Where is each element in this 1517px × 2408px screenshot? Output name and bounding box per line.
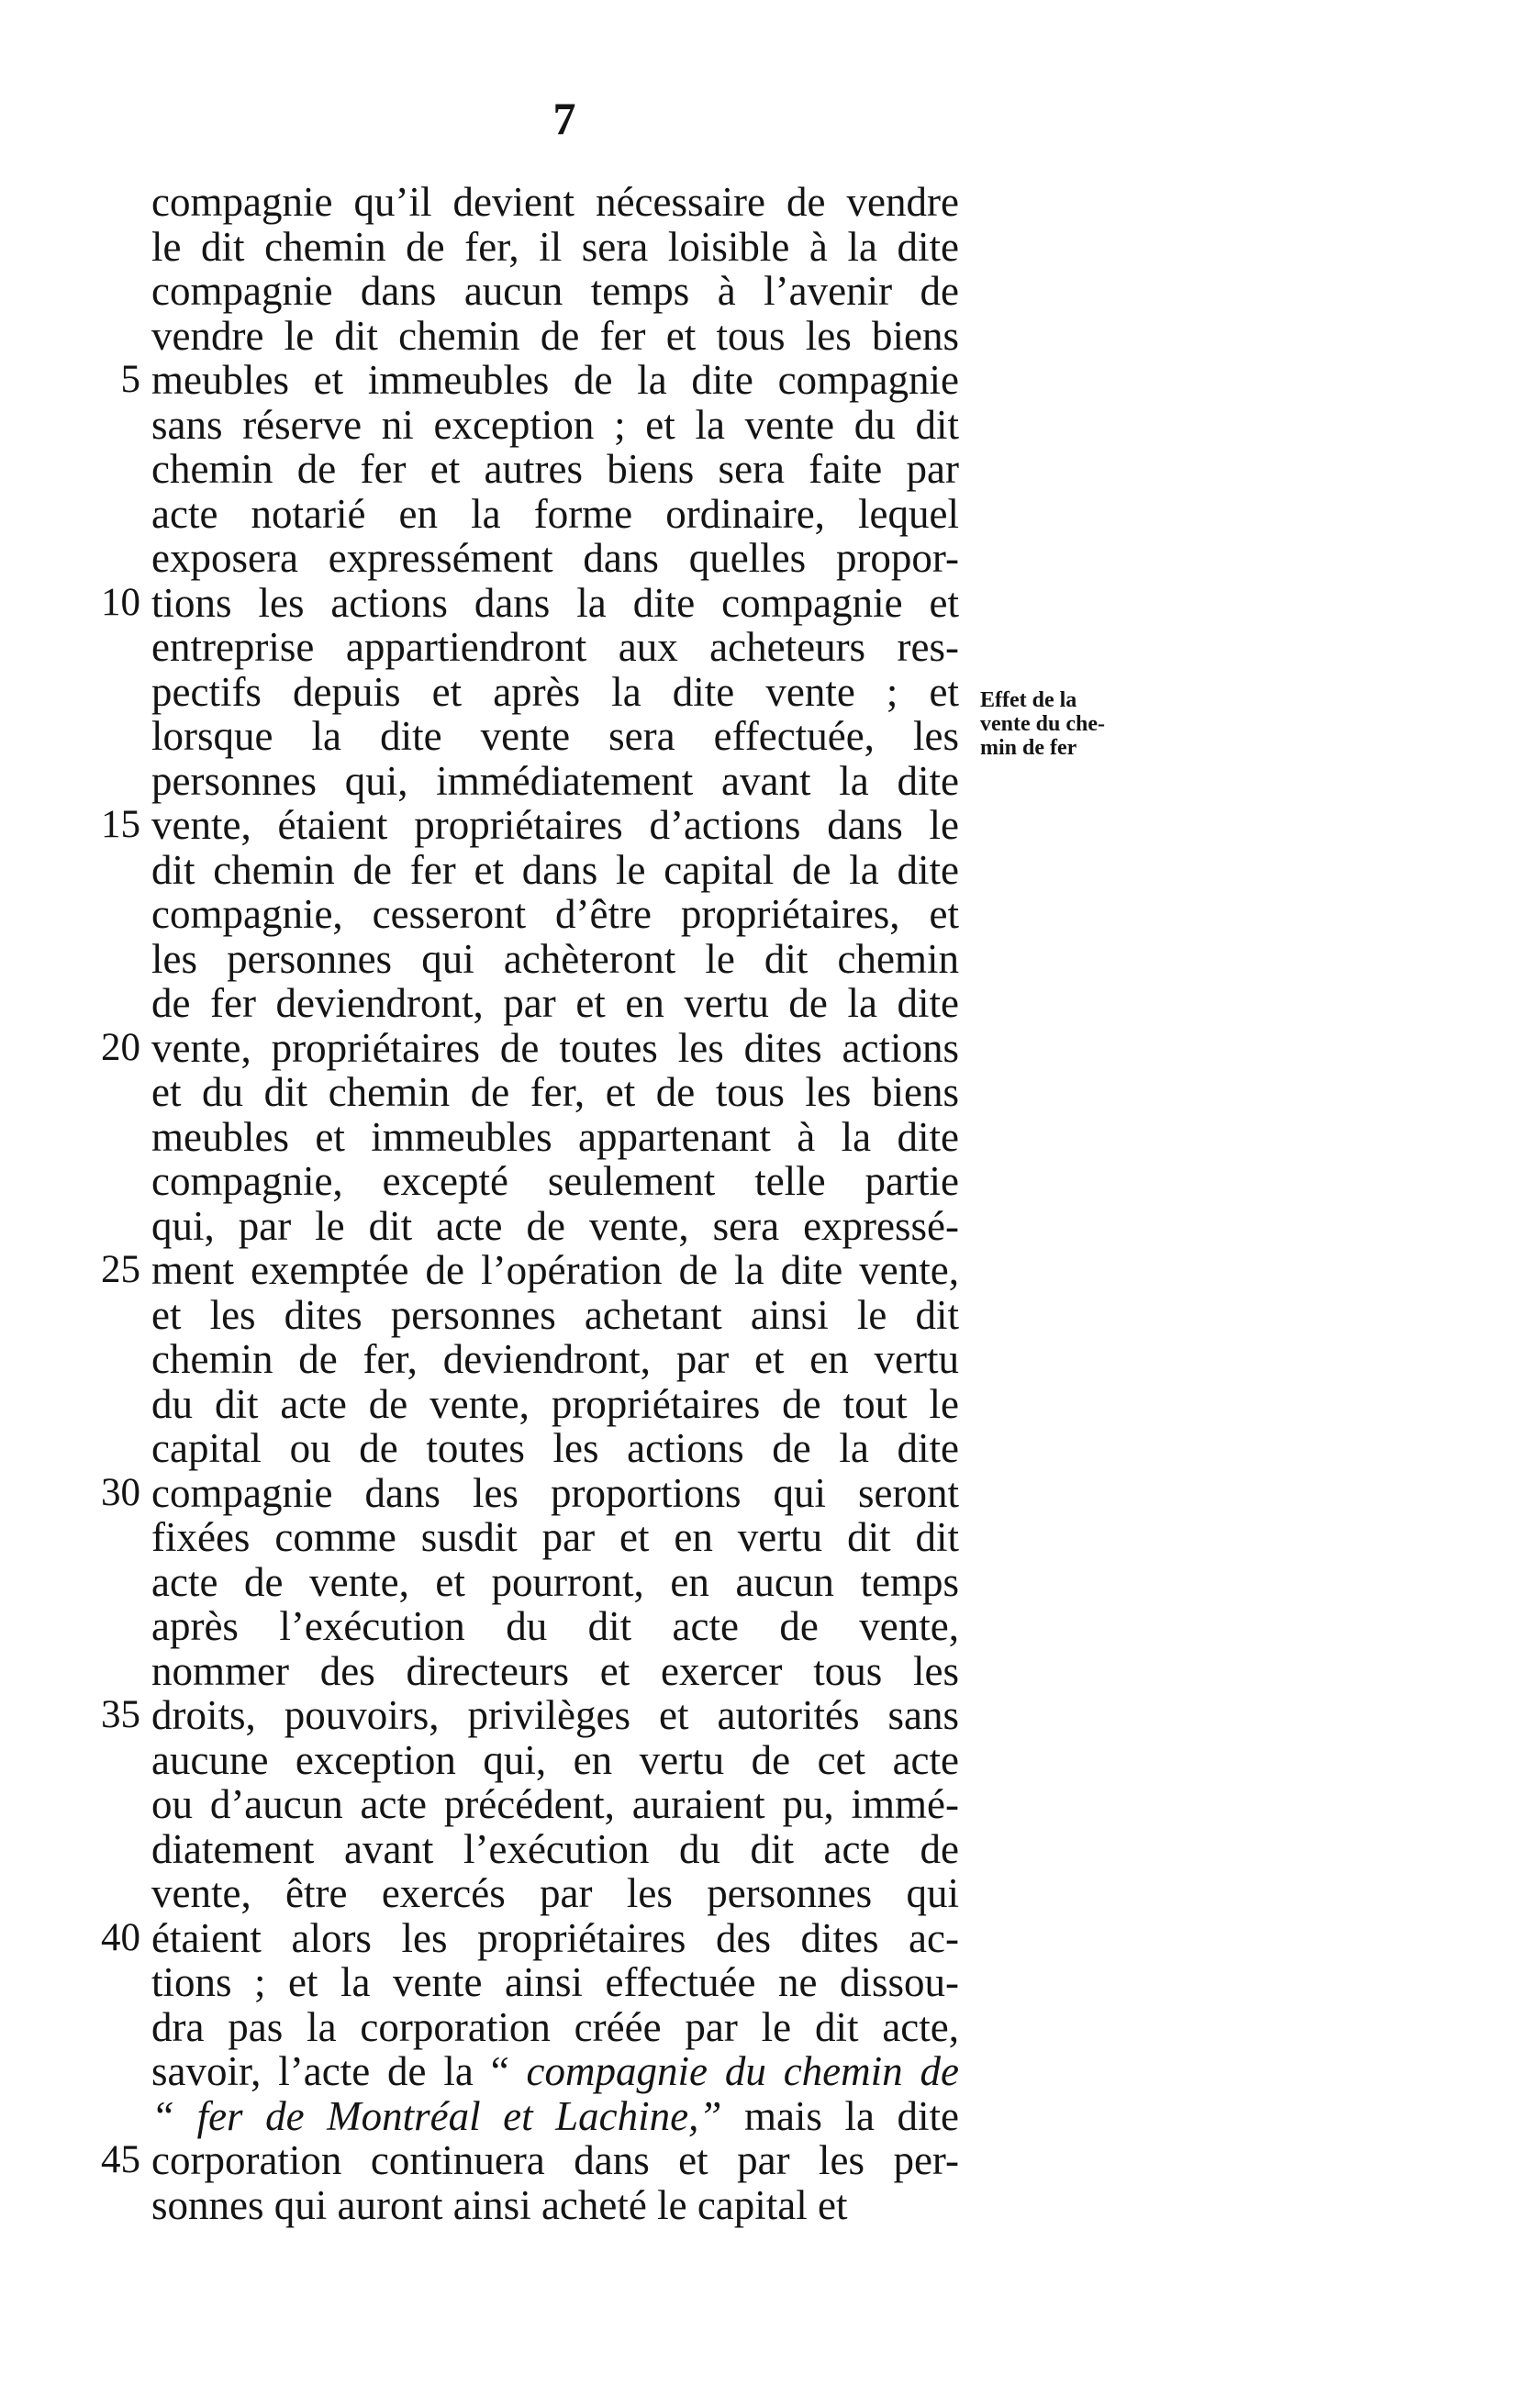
line-text: de fer deviendront, par et en vertu de la dite — [151, 980, 959, 1026]
line-text: sonnes qui auront ainsi acheté le capital et — [151, 2181, 848, 2228]
text-line — [151, 1871, 959, 1916]
line-text: diatement avant l’exécution du dit acte de — [151, 1825, 959, 1872]
text-line — [151, 225, 959, 270]
line-text: ou d’aucun acte précédent, auraient pu, immé- — [151, 1781, 959, 1827]
line-text: chemin de fer, deviendront, par et en vertu — [151, 1336, 959, 1382]
text-line — [101, 1247, 959, 1293]
line-text: compagnie, excepté seulement telle partie — [151, 1158, 959, 1204]
line-text: vente, propriétaires de toutes les dites actions — [151, 1024, 959, 1071]
line-number: 25 — [101, 1248, 140, 1291]
line-text: et les dites personnes achetant ainsi le dit — [151, 1291, 959, 1338]
text-line — [151, 1515, 959, 1560]
line-text: chemin de fer et autres biens sera faite par — [151, 446, 959, 492]
line-text: dit chemin de fer et dans le capital de la dite — [151, 846, 959, 893]
text-line — [151, 1738, 959, 1783]
line-number: 40 — [101, 1915, 140, 1959]
margin-note-line: vente du che- — [980, 712, 1105, 736]
line-text: exposera expressément dans quelles propor- — [151, 535, 959, 581]
text-line — [151, 1070, 959, 1115]
line-text: mais la dite — [721, 2092, 959, 2139]
text-line — [101, 802, 959, 848]
text-line — [151, 892, 959, 937]
line-number: 15 — [101, 803, 140, 846]
text-line — [151, 981, 959, 1026]
text-line — [101, 579, 959, 626]
line-text: capital ou de toutes les actions de la dite — [151, 1425, 959, 1471]
text-line — [151, 536, 959, 581]
line-text: dra pas la corporation créée par le dit acte, — [151, 2003, 959, 2050]
text-line — [151, 447, 959, 492]
line-text: tions les actions dans la dite compagnie et — [151, 579, 959, 626]
line-text: entreprise appartiendront aux acheteurs res- — [151, 624, 959, 670]
text-line — [151, 1159, 959, 1204]
page-number: 7 — [552, 93, 576, 144]
text-line — [151, 937, 959, 982]
line-text: lorsque la dite vente sera effectuée, les — [151, 713, 959, 759]
line-number: 5 — [120, 358, 140, 401]
body-text — [101, 179, 959, 2228]
line-text-italic: compagnie du chemin de — [526, 2048, 959, 2094]
text-line — [151, 180, 959, 225]
line-text: corporation continuera dans et par les per- — [151, 2137, 959, 2183]
text-line — [151, 848, 959, 893]
line-number: 30 — [101, 1470, 140, 1514]
text-line — [151, 1337, 959, 1382]
line-text: qui, par le dit acte de vente, sera expressé- — [151, 1202, 959, 1249]
line-text: nommer des directeurs et exercer tous les — [151, 1647, 959, 1694]
text-line — [151, 1426, 959, 1471]
text-line — [151, 1649, 959, 1694]
text-line — [151, 314, 959, 359]
line-text: ment exemptée de l’opération de la dite vente, — [151, 1247, 959, 1293]
line-text: acte de vente, et pourront, en aucun temps — [151, 1558, 959, 1605]
text-line — [151, 1827, 959, 1872]
text-line — [151, 1115, 959, 1160]
line-text: meubles et immeubles appartenant à la dite — [151, 1113, 959, 1160]
text-line — [151, 1204, 959, 1249]
text-line — [151, 1382, 959, 1427]
line-text: acte notarié en la forme ordinaire, lequel — [151, 490, 959, 537]
text-line — [101, 1024, 959, 1071]
line-text: tions ; et la vente ainsi effectuée ne dissou- — [151, 1959, 959, 2005]
text-line — [151, 403, 959, 448]
line-text: fixées comme susdit par et en vertu dit dit — [151, 1514, 959, 1560]
text-line — [151, 2049, 959, 2094]
text-line — [101, 1692, 959, 1738]
line-text-italic: “ fer de Montréal et Lachine,” — [151, 2092, 722, 2139]
line-text: sans réserve ni exception ; et la vente du dit — [151, 401, 959, 448]
line-text: et du dit chemin de fer, et de tous les biens — [151, 1069, 959, 1115]
line-text: le dit chemin de fer, il sera loisible à la dite — [151, 223, 959, 270]
margin-note — [980, 688, 1164, 760]
text-line — [151, 2183, 959, 2228]
margin-note-line: min de fer — [980, 736, 1077, 760]
text-line — [151, 714, 959, 759]
line-text: du dit acte de vente, propriétaires de tout le — [151, 1380, 959, 1427]
line-text: compagnie dans aucun temps à l’avenir de — [151, 268, 959, 314]
text-line — [151, 269, 959, 314]
line-text: compagnie qu’il devient nécessaire de vendre — [151, 179, 959, 225]
line-text: compagnie, cesseront d’être propriétaires, et — [151, 891, 959, 937]
text-line — [101, 1914, 959, 1961]
line-number: 45 — [101, 2138, 140, 2181]
line-text: vente, être exercés par les personnes qui — [151, 1870, 959, 1916]
margin-note-line: Effet de la — [980, 688, 1077, 712]
line-text: meubles et immeubles de la dite compagnie — [151, 357, 959, 403]
line-text: les personnes qui achèteront le dit chemin — [151, 935, 959, 982]
text-line — [151, 1604, 959, 1649]
text-line — [120, 357, 959, 403]
line-text: personnes qui, immédiatement avant la dite — [151, 757, 959, 804]
line-text: droits, pouvoirs, privilèges et autorités sans — [151, 1692, 959, 1738]
line-number: 20 — [101, 1025, 140, 1069]
text-line — [101, 1469, 959, 1516]
text-line — [151, 759, 959, 804]
line-text: étaient alors les propriétaires des dites ac- — [151, 1914, 959, 1961]
text-line — [151, 625, 959, 670]
line-text: aucune exception qui, en vertu de cet acte — [151, 1736, 959, 1783]
line-number: 35 — [101, 1693, 140, 1736]
text-line — [151, 1782, 959, 1827]
text-line — [101, 2137, 959, 2183]
line-text: savoir, l’acte de la “ — [151, 2048, 527, 2094]
text-line — [151, 670, 959, 715]
line-text: après l’exécution du dit acte de vente, — [151, 1603, 959, 1649]
text-line — [151, 492, 959, 537]
line-text: vendre le dit chemin de fer et tous les biens — [151, 312, 959, 359]
text-line — [151, 1960, 959, 2005]
line-text: pectifs depuis et après la dite vente ; et — [151, 668, 959, 715]
text-line — [151, 2005, 959, 2050]
text-line — [151, 1293, 959, 1338]
line-number: 10 — [101, 580, 140, 624]
line-text: compagnie dans les proportions qui seront — [151, 1469, 959, 1516]
line-text: vente, étaient propriétaires d’actions dans le — [151, 802, 959, 848]
text-line — [151, 2094, 959, 2139]
text-line — [151, 1560, 959, 1605]
